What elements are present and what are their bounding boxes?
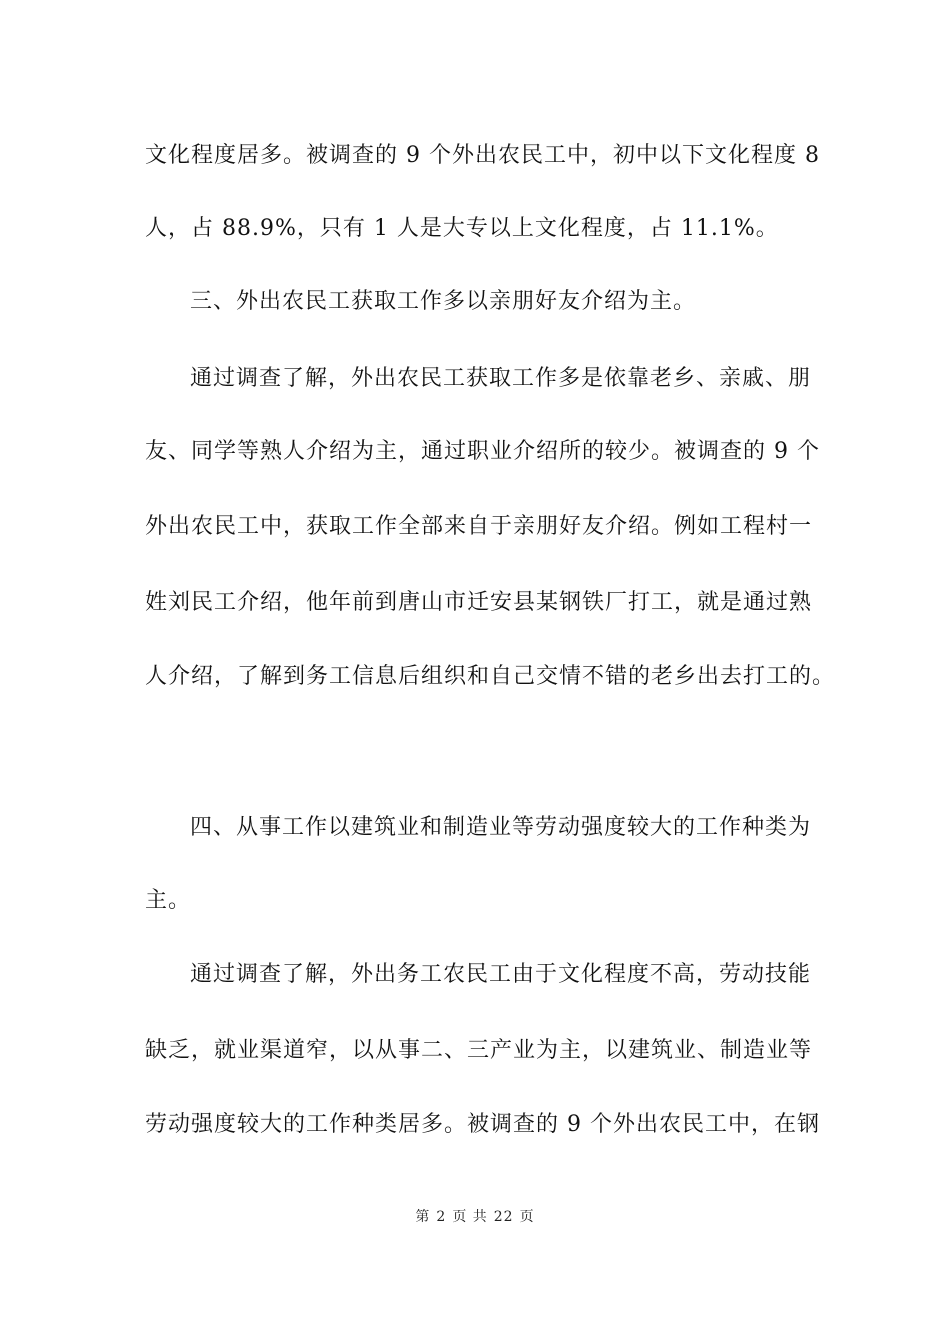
- footer-current-page: 2: [436, 1209, 447, 1225]
- body-text-line: 人介绍，了解到务工信息后组织和自己交情不错的老乡出去打工的。: [145, 664, 836, 689]
- footer-middle: 页 共: [452, 1209, 488, 1225]
- section-heading-four: 四、从事工作以建筑业和制造业等劳动强度较大的工作种类为: [190, 815, 812, 840]
- footer-suffix: 页: [519, 1209, 535, 1225]
- body-text-line: 通过调查了解，外出务工农民工由于文化程度不高，劳动技能: [190, 962, 812, 987]
- page-footer: [0, 1207, 950, 1227]
- body-text-line: 缺乏，就业渠道窄，以从事二、三产业为主，以建筑业、制造业等: [145, 1038, 813, 1063]
- body-text-line: 通过调查了解，外出农民工获取工作多是依靠老乡、亲戚、朋: [190, 366, 812, 391]
- body-text-line: 人，占 88.9%，只有 1 人是大专以上文化程度，占 11.1%。: [145, 216, 779, 241]
- body-text-line: 姓刘民工介绍，他年前到唐山市迁安县某钢铁厂打工，就是通过熟: [145, 590, 813, 615]
- body-text-line: 友、同学等熟人介绍为主，通过职业介绍所的较少。被调查的 9 个: [145, 439, 820, 464]
- body-text-line: 劳动强度较大的工作种类居多。被调查的 9 个外出农民工中，在钢: [145, 1112, 820, 1137]
- footer-total-pages: 22: [493, 1209, 514, 1225]
- section-heading-four-continued: 主。: [145, 888, 192, 913]
- body-text-line: 文化程度居多。被调查的 9 个外出农民工中，初中以下文化程度 8: [145, 143, 820, 168]
- footer-prefix: 第: [415, 1209, 431, 1225]
- body-text-line: 外出农民工中，获取工作全部来自于亲朋好友介绍。例如工程村一: [145, 514, 813, 539]
- section-heading-three: 三、外出农民工获取工作多以亲朋好友介绍为主。: [190, 289, 697, 314]
